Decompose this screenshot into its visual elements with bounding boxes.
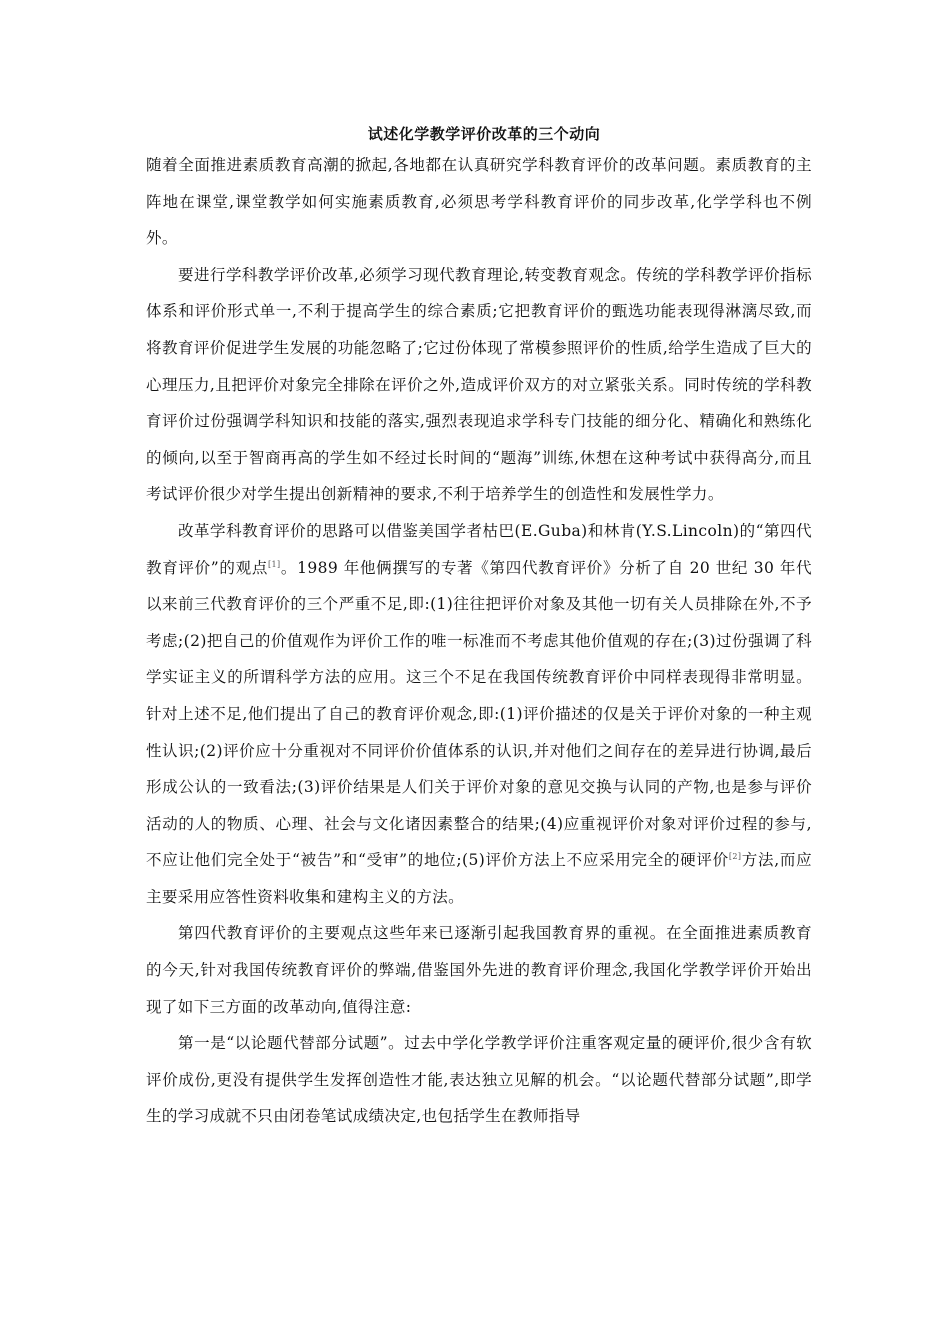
paragraph-p3: [146, 513, 812, 916]
paragraph-text: 。1989 年他俩撰写的专著《第四代教育评价》分析了自 20 世纪 30 年代以来前三代教育评价的三个严重不足,即:(1)往往把评价对象及其他一切有关人员排除在外,不予考虑;(2)把自己的价值观作为评价工作的唯一标准而不考虑其他价值观的存在;(3)过份强调了科学实证主义的所谓科学方法的应用。这三个不足在我国传统教育评价中同样表现得非常明显。针对上述不足,他们提出了自己的教育评价观念,即:(1)评价描述的仅是关于评价对象的一种主观性认识;(2)评价应十分重视对不同评价价值体系的认识,并对他们之间存在的差异进行协调,最后形成公认的一致看法;(3)评价结果是人们关于评价对象的意见交换与认同的产物,也是参与评价活动的人的物质、心理、社会与文化诸因素整合的结果;(4)应重视评价对象对评价过程的参与,不应让他们完全处于“被告”和“受审”的地位;(5)评价方法上不应采用完全的硬评价: [146, 558, 812, 870]
paragraph-text: 改革学科教育评价的思路可以借鉴美国学者枯巴(E.Guba)和林肯(Y.S.Lincoln)的“第四代教育评价”的观点: [146, 521, 812, 577]
document-title: 试述化学教学评价改革的三个动向: [367, 125, 601, 143]
paragraph-p4: [146, 915, 812, 1025]
document-page: [146, 124, 812, 1135]
paragraph-p2: [146, 257, 812, 513]
paragraph-text: 第四代教育评价的主要观点这些年来已逐渐引起我国教育界的重视。在全面推进素质教育的今天,针对我国传统教育评价的弊端,借鉴国外先进的教育评价理念,我国化学教学评价开始出现了如下三方面的改革动向,值得注意:: [146, 924, 812, 1016]
paragraph-text: 要进行学科教学评价改革,必须学习现代教育理论,转变教育观念。传统的学科教学评价指标体系和评价形式单一,不利于提高学生的综合素质;它把教育评价的甄选功能表现得淋漓尽致,而将教育评价促进学生发展的功能忽略了;它过份体现了常模参照评价的性质,给学生造成了巨大的心理压力,且把评价对象完全排除在评价之外,造成评价双方的对立紧张关系。同时传统的学科教育评价过份强调学科知识和技能的落实,强烈表现追求学科专门技能的细分化、精确化和熟练化的倾向,以至于智商再高的学生如不经过长时间的“题海”训练,休想在这种考试中获得高分,而且考试评价很少对学生提出创新精神的要求,不利于培养学生的创造性和发展性学力。: [146, 265, 812, 504]
document-body: [146, 147, 812, 1135]
paragraph-text: 第一是“以论题代替部分试题”。过去中学化学教学评价注重客观定量的硬评价,很少含有软评价成份,更没有提供学生发挥创造性才能,表达独立见解的机会。“以论题代替部分试题”,即学生的学习成就不只由闭卷笔试成绩决定,也包括学生在教师指导: [146, 1034, 812, 1126]
paragraph-text: 方法,而应主要采用应答性资料收集和建构主义的方法。: [146, 851, 812, 906]
paragraph-p5: [146, 1025, 812, 1135]
paragraph-p1: [146, 147, 812, 257]
footnote-ref: [2]: [728, 852, 742, 862]
paragraph-text: 随着全面推进素质教育高潮的掀起,各地都在认真研究学科教育评价的改革问题。素质教育的主阵地在课堂,课堂教学如何实施素质教育,必须思考学科教育评价的同步改革,化学学科也不例外。: [146, 156, 812, 248]
footnote-ref: [1]: [268, 559, 281, 569]
